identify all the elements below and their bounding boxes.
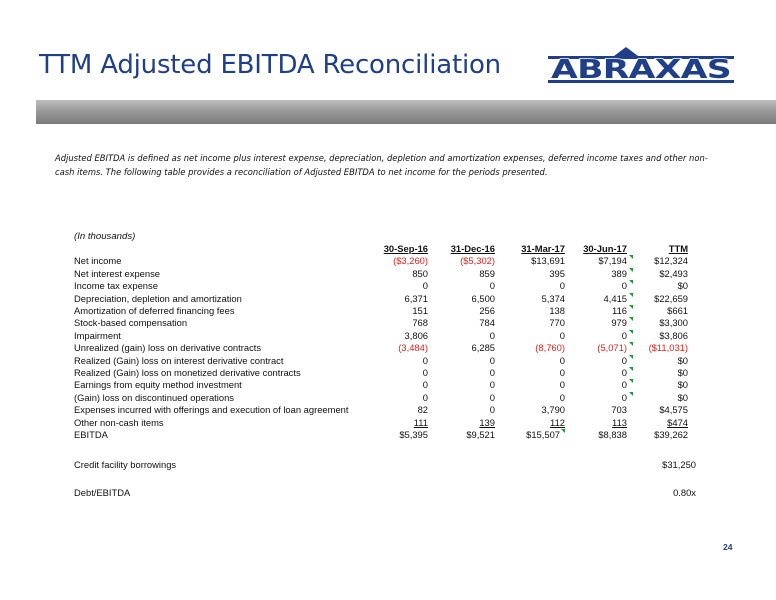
table-cell: $12,324 [654, 255, 688, 267]
column-header: 31-Dec-16 [450, 243, 495, 254]
intro-paragraph: Adjusted EBITDA is defined as net income plus interest expense, depreciation, depletion and amortization expenses, deferred income taxes and other non-cash items. The following table provides a reconciliation of Adjusted EBITDA to net income for the periods presented. [55, 153, 708, 177]
comment-flag-icon [629, 392, 633, 396]
table-cell: 0 [621, 280, 627, 292]
column-header: 31-Mar-17 [521, 243, 565, 254]
slide-title: TTM Adjusted EBITDA Reconciliation [39, 50, 501, 80]
header-label-spacer [70, 243, 364, 255]
table-cell: $9,521 [466, 429, 495, 441]
table-cell: 138 [549, 305, 565, 317]
table-cell: 4,415 [603, 292, 627, 304]
row-label: Expenses incurred with offerings and execution of loan agreement [74, 404, 349, 416]
table-cell: (3,484) [398, 342, 428, 354]
table-cell: 0 [621, 391, 627, 403]
credit-facility-label: Credit facility borrowings [74, 459, 177, 470]
row-label: Realized (Gain) loss on monetized derivative contracts [74, 367, 301, 379]
table-cell: 703 [611, 404, 627, 416]
row-label: Stock-based compensation [74, 317, 188, 329]
table-row [70, 355, 688, 367]
row-label: (Gain) loss on discontinued operations [74, 391, 234, 403]
table-cell: $0 [677, 367, 688, 379]
table-row [70, 367, 688, 379]
table-row [70, 404, 688, 416]
table-cell: 389 [611, 267, 627, 279]
table-cell: 0 [489, 354, 495, 366]
table-cell: ($5,302) [460, 255, 495, 267]
table-row [70, 417, 688, 429]
table-row-total [70, 429, 688, 441]
table-cell: $15,507 [526, 429, 560, 441]
table-cell: 3,790 [541, 404, 565, 416]
table-cell: 0 [489, 379, 495, 391]
table-cell: 256 [479, 305, 495, 317]
row-label: Income tax expense [74, 280, 158, 292]
table-cell: $7,194 [598, 255, 627, 267]
svg-text:ABRAXAS: ABRAXAS [551, 55, 731, 85]
row-label: Impairment [74, 329, 121, 341]
table-cell: 784 [479, 317, 495, 329]
table-cell: 0 [489, 367, 495, 379]
table-cell: 0 [559, 391, 565, 403]
table-cell: $13,691 [531, 255, 565, 267]
table-cell: $22,659 [654, 292, 688, 304]
comment-flag-icon [629, 317, 633, 321]
table-cell: 0 [559, 329, 565, 341]
abraxas-logo [548, 46, 734, 86]
table-cell: 0 [559, 367, 565, 379]
table-cell: 0 [422, 354, 428, 366]
table-cell: 0 [422, 391, 428, 403]
table-cell: 0 [621, 367, 627, 379]
table-row [70, 317, 688, 329]
table-cell: 6,285 [471, 342, 495, 354]
row-label: Realized (Gain) loss on interest derivative contract [74, 354, 284, 366]
table-cell: $474 [667, 416, 688, 428]
table-row [70, 268, 688, 280]
comment-flag-icon [629, 255, 633, 259]
table-cell: $2,493 [659, 267, 688, 279]
table-cell: 0 [621, 379, 627, 391]
debt-ebitda-value: 0.80x [673, 487, 696, 498]
table-cell: 0 [489, 329, 495, 341]
table-cell: 395 [549, 267, 565, 279]
units-note: (In thousands) [74, 231, 136, 242]
table-cell: 111 [413, 416, 428, 428]
table-cell: 116 [612, 305, 627, 317]
comment-flag-icon [629, 330, 633, 334]
table-cell: $4,575 [659, 404, 688, 416]
table-cell: 6,371 [404, 292, 428, 304]
table-cell: 768 [412, 317, 428, 329]
credit-facility-value: $31,250 [662, 459, 696, 470]
table-cell: $3,806 [659, 329, 688, 341]
page-number: 24 [723, 542, 733, 552]
row-label: EBITDA [74, 429, 108, 441]
table-cell: $661 [667, 305, 688, 317]
comment-flag-icon [629, 268, 633, 272]
table-row [70, 305, 688, 317]
table-row [70, 293, 688, 305]
column-header: TTM [668, 243, 688, 254]
table-cell: 859 [479, 267, 495, 279]
table-cell: 0 [489, 404, 495, 416]
table-cell: 5,374 [541, 292, 565, 304]
table-cell: 0 [489, 391, 495, 403]
row-label: Net interest expense [74, 267, 160, 279]
column-header: 30-Sep-16 [383, 243, 428, 254]
table-row [70, 330, 688, 342]
column-header: 30-Jun-17 [583, 243, 627, 254]
table-cell: 3,806 [404, 329, 428, 341]
table-cell: 0 [621, 329, 627, 341]
table-cell: 112 [550, 416, 565, 428]
table-cell: $5,395 [399, 429, 428, 441]
comment-flag-icon [629, 367, 633, 371]
table-row [70, 342, 688, 354]
table-cell: $0 [677, 391, 688, 403]
table-cell: ($11,031) [648, 342, 688, 354]
table-cell: $0 [677, 354, 688, 366]
ebitda-reconciliation-table [70, 243, 688, 442]
table-cell: 0 [422, 379, 428, 391]
table-cell: 139 [479, 416, 495, 428]
table-cell: 0 [422, 280, 428, 292]
table-cell: 0 [559, 379, 565, 391]
comment-flag-icon [629, 379, 633, 383]
table-cell: (5,071) [597, 342, 627, 354]
table-cell: 6,500 [471, 292, 495, 304]
table-cell: $3,300 [659, 317, 688, 329]
comment-flag-icon [629, 280, 633, 284]
table-cell: 0 [422, 367, 428, 379]
row-label: Net income [74, 255, 122, 267]
table-cell: ($3,260) [393, 255, 428, 267]
table-cell: 0 [489, 280, 495, 292]
row-label: Earnings from equity method investment [74, 379, 242, 391]
title-band [36, 100, 776, 124]
table-cell: $8,838 [598, 429, 627, 441]
table-row [70, 379, 688, 391]
debt-ebitda-label: Debt/EBITDA [74, 487, 131, 498]
table-cell: 979 [611, 317, 627, 329]
comment-flag-icon [629, 355, 633, 359]
comment-flag-icon [629, 342, 633, 346]
row-label: Unrealized (gain) loss on derivative contracts [74, 342, 262, 354]
table-header-row [70, 243, 688, 255]
table-cell: 850 [412, 267, 428, 279]
table-row [70, 280, 688, 292]
row-label: Other non-cash items [74, 416, 164, 428]
row-label: Amortization of deferred financing fees [74, 305, 235, 317]
table-cell: 151 [412, 305, 428, 317]
comment-flag-icon [629, 305, 633, 309]
table-cell: $0 [677, 379, 688, 391]
table-cell: $39,262 [654, 429, 688, 441]
table-cell: 113 [612, 416, 627, 428]
table-cell: 82 [417, 404, 428, 416]
comment-flag-icon [629, 293, 633, 297]
table-cell: 0 [559, 280, 565, 292]
table-cell: $0 [677, 280, 688, 292]
table-cell: 770 [549, 317, 565, 329]
table-cell: 0 [621, 354, 627, 366]
table-row [70, 255, 688, 267]
row-label: Depreciation, depletion and amortization [74, 292, 242, 304]
table-cell: 0 [559, 354, 565, 366]
table-cell: (8,760) [535, 342, 565, 354]
table-row [70, 392, 688, 404]
